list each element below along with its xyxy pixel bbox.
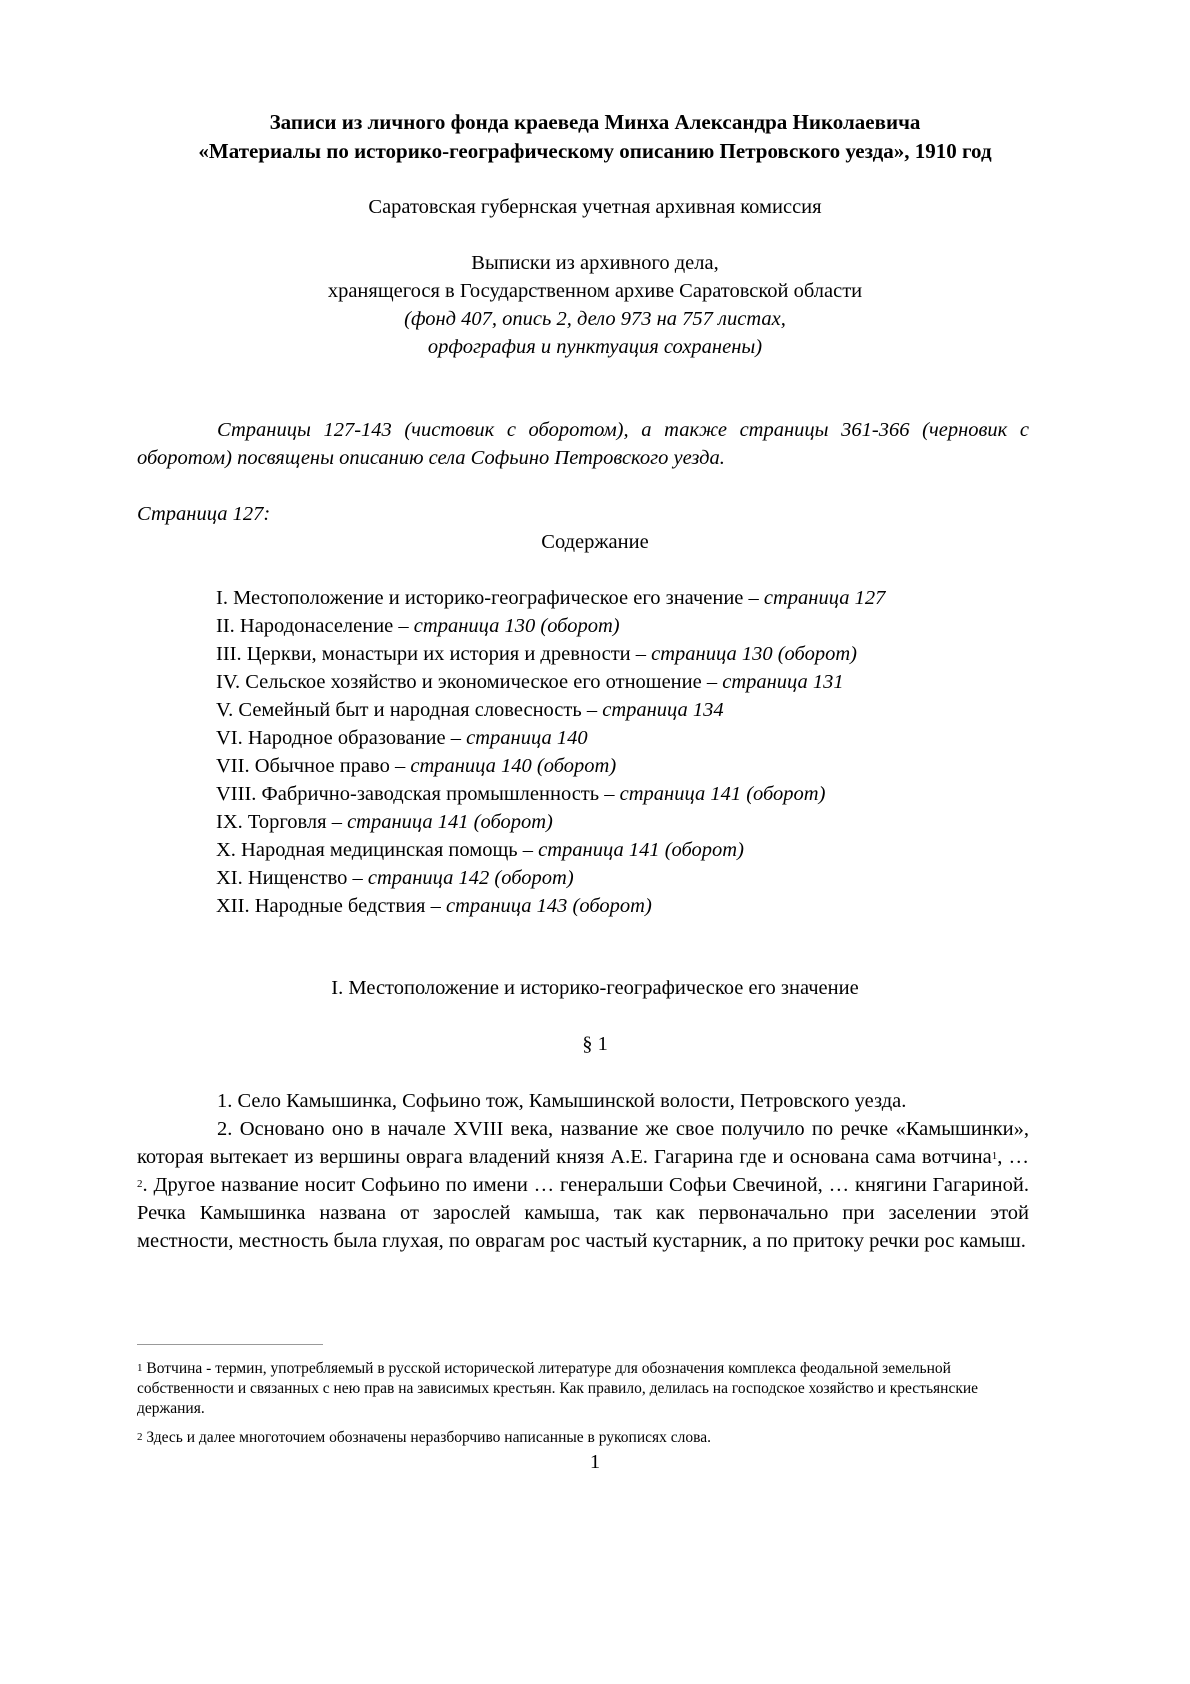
toc-item: IX. Торговля – страница 141 (оборот) (216, 811, 553, 833)
toc-item: V. Семейный быт и народная словесность – страница 134 (216, 699, 724, 721)
intro-paragraph: Страницы 127-143 (чистовик с оборотом), а также страницы 361-366 (черновик с оборотом) посвящены описанию села Софьино Петровского уезда. (137, 419, 1029, 469)
extract-line-2: хранящегося в Государственном архиве Саратовской области (327, 280, 863, 302)
document-title-line-2: «Материалы по историко-географическому описанию Петровского уезда», 1910 год (198, 139, 992, 163)
footnote-ref-1[interactable]: 1 (991, 1150, 998, 1162)
document-title-line-1: Записи из личного фонда краеведа Минха Александра Николаевича (269, 110, 921, 134)
section-heading: I. Местоположение и историко-географическое его значение (331, 977, 859, 999)
toc-item: III. Церкви, монастыри их история и древности – страница 130 (оборот) (216, 643, 857, 665)
toc-item: I. Местоположение и историко-географическое его значение – страница 127 (216, 587, 886, 609)
page-number: 1 (589, 1451, 601, 1473)
extract-line-1: Выписки из архивного дела, (471, 252, 719, 274)
toc-item: II. Народонаселение – страница 130 (оборот) (216, 615, 620, 637)
toc-item: XI. Нищенство – страница 142 (оборот) (216, 867, 574, 889)
toc-item: VI. Народное образование – страница 140 (216, 727, 588, 749)
extract-line-4: орфография и пунктуация сохранены) (427, 336, 763, 358)
paragraph-mark: § 1 (582, 1033, 608, 1055)
body-paragraph-2: 2. Основано оно в начале XVIII века, название же свое получило по речке «Камышинки», которая вытекает из вершины оврага владений князя А.Е. Гагарина где и основана сама вотчина$^1$, … $^2$. Другое название носит Софьино по имени … генеральши Софьи Свечиной, … княгини Гагариной. Речка Камышинка названа от зарослей камыша, так как первоначально при заселении этой местности, местность была глухая, по оврагам рос частый кустарник, а по притоку речки рос камыш. (137, 1118, 1030, 1252)
toc-heading: Содержание (541, 531, 649, 553)
extract-line-3: (фонд 407, опись 2, дело 973 на 757 листах, (404, 308, 786, 330)
footnote-1: $^1$ Вотчина - термин, употребляемый в русской исторической литературе для обозначения комплекса феодальной земельной собственности и связанных с нею прав на зависимых крестьян. Как правило, делилась на господское хозяйство и крестьянские держания. (137, 1360, 979, 1417)
toc-item: VIII. Фабрично-заводская промышленность – страница 141 (оборот) (216, 783, 826, 805)
page-label: Страница 127: (137, 503, 271, 525)
footnote-2: $^2$ Здесь и далее многоточием обозначены неразборчиво написанные в рукописях слова. (137, 1429, 711, 1446)
commission-name: Саратовская губернская учетная архивная комиссия (368, 196, 822, 218)
table-of-contents (216, 584, 885, 920)
toc-item: X. Народная медицинская помощь – страница 141 (оборот) (216, 839, 744, 861)
body-paragraph-1: 1. Село Камышинка, Софьино тож, Камышинской волости, Петровского уезда. (217, 1090, 907, 1112)
footnote-ref-2[interactable]: 2 (137, 1178, 143, 1190)
footnote-separator (137, 1344, 323, 1345)
toc-item: IV. Сельское хозяйство и экономическое его отношение – страница 131 (216, 671, 844, 693)
toc-item: VII. Обычное право – страница 140 (оборот) (216, 755, 617, 777)
toc-item: XII. Народные бедствия – страница 143 (оборот) (216, 895, 652, 917)
